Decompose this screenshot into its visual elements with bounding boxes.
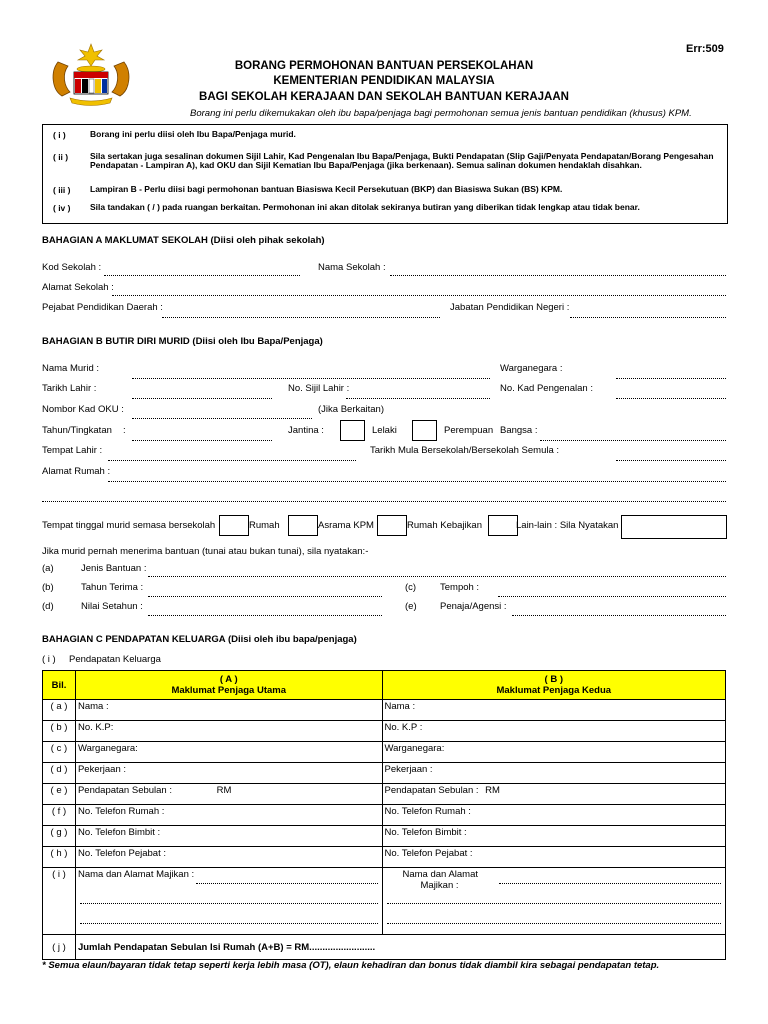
penjaga-a-majikan-line-2[interactable] xyxy=(80,903,378,904)
tahun-terima-label: Tahun Terima : xyxy=(81,582,144,593)
tahun-colon: : xyxy=(123,425,126,436)
penjaga-b-majikan-line-3[interactable] xyxy=(387,923,721,924)
tahun-terima-field[interactable] xyxy=(148,596,382,597)
penjaga-b-majikan-line-2[interactable] xyxy=(387,903,721,904)
penjaga-b-majikan-line-1[interactable] xyxy=(499,883,721,884)
lain-lain-label: Lain-lain : Sila Nyatakan xyxy=(516,520,619,531)
nilai-setahun-label: Nilai Setahun : xyxy=(81,601,143,612)
tarikh-mula-label: Tarikh Mula Bersekolah/Bersekolah Semula : xyxy=(370,445,560,456)
income-table-header xyxy=(43,671,726,700)
sijil-lahir-label: No. Sijil Lahir : xyxy=(288,383,350,394)
kad-oku-label: Nombor Kad OKU : xyxy=(42,404,124,415)
lain-lain-checkbox[interactable] xyxy=(488,515,518,536)
tarikh-lahir-label: Tarikh Lahir : xyxy=(42,383,97,394)
penjaga-a-kp[interactable]: No. K.P: xyxy=(75,721,382,742)
header-title-3: BAGI SEKOLAH KERAJAAN DAN SEKOLAH BANTUAN KERAJAAN xyxy=(199,91,569,103)
sijil-lahir-field[interactable] xyxy=(346,398,490,399)
header-title-2: KEMENTERIAN PENDIDIKAN MALAYSIA xyxy=(273,75,495,87)
table-row: ( d ) Pekerjaan : Pekerjaan : xyxy=(43,763,726,784)
table-row: ( g ) No. Telefon Bimbit : No. Telefon Bimbit : xyxy=(43,826,726,847)
penjaga-a-nama[interactable]: Nama : xyxy=(75,700,382,721)
section-c-sub-title: Pendapatan Keluarga xyxy=(69,654,161,665)
section-a-title: BAHAGIAN A MAKLUMAT SEKOLAH (Diisi oleh pihak sekolah) xyxy=(42,235,325,246)
bangsa-field[interactable] xyxy=(540,440,726,441)
perempuan-label: Perempuan xyxy=(444,425,494,436)
penjaga-b-tel-rumah[interactable]: No. Telefon Rumah : xyxy=(382,805,726,826)
lain-lain-field[interactable] xyxy=(621,515,727,539)
penjaga-a-majikan-line-3[interactable] xyxy=(80,923,378,924)
penjaga-a-majikan[interactable]: Nama dan Alamat Majikan : xyxy=(75,868,382,935)
penjaga-a-tel-bimbit[interactable]: No. Telefon Bimbit : xyxy=(75,826,382,847)
bantuan-d-num: (d) xyxy=(42,601,54,612)
lelaki-label: Lelaki xyxy=(372,425,397,436)
kod-sekolah-label: Kod Sekolah : xyxy=(42,262,102,273)
tempoh-field[interactable] xyxy=(498,596,726,597)
form-code: Err:509 xyxy=(686,43,724,55)
tarikh-mula-field[interactable] xyxy=(616,460,726,461)
section-c-title: BAHAGIAN C PENDAPATAN KELUARGA (Diisi oleh ibu bapa/penjaga) xyxy=(42,634,357,645)
rumah-label: Rumah xyxy=(249,520,280,531)
bantuan-a-num: (a) xyxy=(42,563,54,574)
jenis-bantuan-label: Jenis Bantuan : xyxy=(81,563,147,574)
alamat-sekolah-field[interactable] xyxy=(112,295,726,296)
bantuan-intro: Jika murid pernah menerima bantuan (tunai atau bukan tunai), sila nyatakan:- xyxy=(42,546,369,557)
penjaga-b-pendapatan[interactable]: Pendapatan Sebulan : RM xyxy=(382,784,726,805)
table-row: ( i ) Nama dan Alamat Majikan : Nama dan Alamat Majikan : xyxy=(43,868,726,935)
tahun-field[interactable] xyxy=(132,440,272,441)
alamat-sekolah-label: Alamat Sekolah : xyxy=(42,282,114,293)
nilai-setahun-field[interactable] xyxy=(148,615,382,616)
header-title-1: BORANG PERMOHONAN BANTUAN PERSEKOLAHAN xyxy=(234,60,534,72)
jika-berkaitan-label: (Jika Berkaitan) xyxy=(318,404,384,415)
nama-murid-label: Nama Murid : xyxy=(42,363,100,374)
tempat-lahir-label: Tempat Lahir : xyxy=(42,445,103,456)
kad-pengenalan-field[interactable] xyxy=(616,398,726,399)
penaja-label: Penaja/Agensi : xyxy=(440,601,507,612)
penjaga-b-nama[interactable]: Nama : xyxy=(382,700,726,721)
kod-sekolah-field[interactable] xyxy=(104,275,300,276)
table-total-row: ( j ) Jumlah Pendapatan Sebulan Isi Rumah (A+B) = RM......................... xyxy=(43,935,726,960)
rumah-kebajikan-checkbox[interactable] xyxy=(377,515,407,536)
bantuan-b-num: (b) xyxy=(42,582,54,593)
col-b-header: ( B ) Maklumat Penjaga Kedua xyxy=(382,671,726,700)
penjaga-a-pendapatan[interactable]: Pendapatan Sebulan : RM xyxy=(75,784,382,805)
table-row: ( a ) Nama : Nama : xyxy=(43,700,726,721)
penjaga-a-tel-rumah[interactable]: No. Telefon Rumah : xyxy=(75,805,382,826)
table-row: ( e ) Pendapatan Sebulan : RM Pendapatan Sebulan : RM xyxy=(43,784,726,805)
penjaga-b-kp[interactable]: No. K.P : xyxy=(382,721,726,742)
penjaga-a-warganegara[interactable]: Warganegara: xyxy=(75,742,382,763)
tempat-lahir-field[interactable] xyxy=(108,460,356,461)
tempat-tinggal-label: Tempat tinggal murid semasa bersekolah xyxy=(42,520,216,531)
penjaga-a-majikan-line-1[interactable] xyxy=(196,883,378,884)
table-row: ( b ) No. K.P: No. K.P : xyxy=(43,721,726,742)
asrama-checkbox[interactable] xyxy=(288,515,318,536)
alamat-rumah-label: Alamat Rumah : xyxy=(42,466,111,477)
penjaga-b-pekerjaan[interactable]: Pekerjaan : xyxy=(382,763,726,784)
notes-box: ( i ) Borang ini perlu diisi oleh Ibu Bapa/Penjaga murid. ( ii ) Sila sertakan juga sesalinan dokumen Sijil Lahir, Kad Pengenalan Ibu Bapa/Penjaga, Bukti Pendapatan (Slip Gaji/Penyata Pendapatan/Borang Pengesahan Pendapatan - Lampiran A), kad OKU dan Sijil Kematian Ibu Bapa/Penjaga (jika berkenaan). Semua salinan dokumen hendaklah disahkan. ( iii ) Lampiran B - Perlu diisi bagi permohonan bantuan Biasiswa Kecil Persekutuan (BKP) dan Biasiswa Sukan (BS) KPM. ( iv ) Sila tandakan ( / ) pada ruangan berkaitan. Permohonan ini akan ditolak sekiranya butiran yang diberikan tidak lengkap atau tidak benar. xyxy=(42,124,728,224)
jenis-bantuan-field[interactable] xyxy=(148,576,726,577)
penaja-field[interactable] xyxy=(512,615,726,616)
tahun-tingkatan-label: Tahun/Tingkatan xyxy=(42,425,112,436)
rumah-kebajikan-label: Rumah Kebajikan xyxy=(407,520,482,531)
penjaga-b-tel-pejabat[interactable]: No. Telefon Pejabat : xyxy=(382,847,726,868)
table-row: ( f ) No. Telefon Rumah : No. Telefon Rumah : xyxy=(43,805,726,826)
alamat-rumah-field-1[interactable] xyxy=(108,481,726,482)
rumah-checkbox[interactable] xyxy=(219,515,249,536)
kad-pengenalan-label: No. Kad Pengenalan : xyxy=(500,383,593,394)
penjaga-b-warganegara[interactable]: Warganegara: xyxy=(382,742,726,763)
bangsa-label: Bangsa : xyxy=(500,425,538,436)
table-row: ( c ) Warganegara: Warganegara: xyxy=(43,742,726,763)
alamat-rumah-field-2[interactable] xyxy=(42,501,726,502)
nama-sekolah-field[interactable] xyxy=(390,275,726,276)
nama-sekolah-label: Nama Sekolah : xyxy=(318,262,386,273)
footnote: * Semua elaun/bayaran tidak tetap seperti kerja lebih masa (OT), elaun kehadiran dan bonus tidak diambil kira sebagai pendapatan tetap. xyxy=(42,960,660,971)
section-c-sub-num: ( i ) xyxy=(42,654,56,665)
section-b-title: BAHAGIAN B BUTIR DIRI MURID (Diisi oleh Ibu Bapa/Penjaga) xyxy=(42,336,323,347)
warganegara-field[interactable] xyxy=(616,378,726,379)
penjaga-b-tel-bimbit[interactable]: No. Telefon Bimbit : xyxy=(382,826,726,847)
lelaki-checkbox[interactable] xyxy=(340,420,365,441)
col-a-header: ( A ) Maklumat Penjaga Utama xyxy=(75,671,382,700)
bil-header: Bil. xyxy=(43,671,76,700)
income-table xyxy=(42,670,726,960)
ppd-label: Pejabat Pendidikan Daerah : xyxy=(42,302,163,313)
jantina-label: Jantina : xyxy=(288,425,324,436)
perempuan-checkbox[interactable] xyxy=(412,420,437,441)
bantuan-c-num: (c) xyxy=(405,582,417,593)
asrama-label: Asrama KPM xyxy=(318,520,374,531)
bantuan-e-num: (e) xyxy=(405,601,417,612)
warganegara-label: Warganegara : xyxy=(500,363,563,374)
tarikh-lahir-field[interactable] xyxy=(132,398,272,399)
ppd-field[interactable] xyxy=(162,317,440,318)
nama-murid-field[interactable] xyxy=(132,378,490,379)
table-row: ( h ) No. Telefon Pejabat : No. Telefon Pejabat : xyxy=(43,847,726,868)
tempoh-label: Tempoh : xyxy=(440,582,480,593)
jpn-label: Jabatan Pendidikan Negeri : xyxy=(450,302,570,313)
jpn-field[interactable] xyxy=(570,317,726,318)
penjaga-a-tel-pejabat[interactable]: No. Telefon Pejabat : xyxy=(75,847,382,868)
kad-oku-field[interactable] xyxy=(132,418,312,419)
header-subtitle: Borang ini perlu dikemukakan oleh ibu bapa/penjaga bagi permohonan semua jenis bantuan pendidikan (khusus) KPM. xyxy=(190,108,692,119)
penjaga-b-majikan[interactable]: Nama dan Alamat Majikan : xyxy=(382,868,726,935)
jumlah-pendapatan[interactable]: Jumlah Pendapatan Sebulan Isi Rumah (A+B) = RM......................... xyxy=(75,935,725,960)
penjaga-a-pekerjaan[interactable]: Pekerjaan : xyxy=(75,763,382,784)
